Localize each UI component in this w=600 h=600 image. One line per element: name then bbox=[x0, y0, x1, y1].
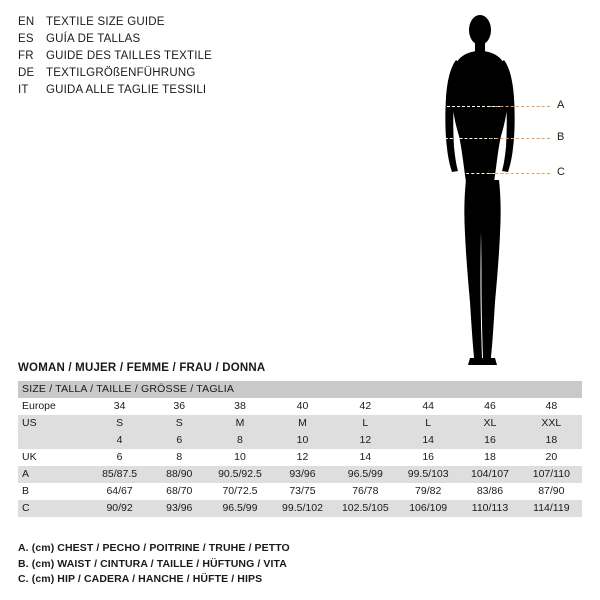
cell: 96.5/99 bbox=[222, 502, 258, 514]
table-row bbox=[18, 500, 582, 517]
cell: S bbox=[116, 417, 124, 429]
cell: 14 bbox=[359, 451, 372, 463]
language-row bbox=[18, 67, 348, 84]
table-header-row bbox=[18, 381, 582, 398]
cell: 48 bbox=[545, 400, 558, 412]
language-row bbox=[18, 84, 348, 101]
cell: 4 bbox=[116, 434, 123, 446]
cell: 12 bbox=[296, 451, 309, 463]
cell: 40 bbox=[296, 400, 309, 412]
cell: 8 bbox=[237, 434, 243, 446]
cell: 76/78 bbox=[352, 485, 379, 497]
language-text: GUIDE DES TAILLES TEXTILE bbox=[46, 50, 213, 62]
cell: 99.5/103 bbox=[407, 468, 449, 480]
table-row bbox=[18, 449, 582, 466]
measure-line-b-body bbox=[435, 138, 497, 139]
cell: 106/109 bbox=[409, 502, 448, 514]
cell: 10 bbox=[234, 451, 246, 463]
cell: 104/107 bbox=[470, 468, 509, 480]
cell: 42 bbox=[359, 400, 372, 412]
language-text: GUÍA DE TALLAS bbox=[46, 33, 141, 45]
cell: M bbox=[298, 417, 307, 429]
cell: 36 bbox=[173, 400, 186, 412]
cell: 8 bbox=[176, 451, 183, 463]
legend-line-c: C. (cm) HIP / CADERA / HANCHE / HÜFTE / HIPS bbox=[18, 573, 263, 585]
row-label: Europe bbox=[22, 400, 56, 412]
table-header-label: SIZE / TALLA / TAILLE / GRÖSSE / TAGLIA bbox=[22, 383, 235, 395]
cell: 79/82 bbox=[415, 485, 442, 497]
cell: 34 bbox=[113, 400, 126, 412]
cell: 68/70 bbox=[166, 485, 193, 497]
table-row bbox=[18, 398, 582, 415]
cell: 114/119 bbox=[533, 502, 570, 514]
cell: 96.5/99 bbox=[347, 468, 383, 480]
row-label: UK bbox=[22, 451, 37, 463]
cell: 64/67 bbox=[106, 485, 133, 497]
measure-line-b bbox=[490, 138, 550, 139]
table-row bbox=[18, 483, 582, 500]
language-row bbox=[18, 33, 348, 50]
cell: 110/113 bbox=[471, 502, 509, 514]
measure-label-a: A bbox=[557, 99, 565, 111]
cell: 93/96 bbox=[289, 468, 316, 480]
cell: 14 bbox=[422, 434, 435, 446]
language-code: ES bbox=[18, 33, 34, 45]
cell: 90/92 bbox=[106, 502, 133, 514]
cell: 44 bbox=[422, 400, 435, 412]
language-text: TEXTILE SIZE GUIDE bbox=[46, 16, 165, 28]
measure-line-c bbox=[490, 173, 550, 174]
language-code: EN bbox=[18, 16, 35, 28]
language-code: FR bbox=[18, 50, 34, 62]
legend-line-b: B. (cm) WAIST / CINTURA / TAILLE / HÜFTUNG / VITA bbox=[18, 557, 287, 570]
cell: 88/90 bbox=[166, 468, 193, 480]
measure-label-c: C bbox=[557, 166, 565, 178]
measure-line-a bbox=[490, 106, 550, 107]
language-text: TEXTILGRÖßENFÜHRUNG bbox=[46, 67, 196, 79]
row-label: US bbox=[22, 417, 37, 429]
size-table bbox=[18, 381, 582, 517]
cell: 16 bbox=[422, 451, 435, 463]
measurement-legend bbox=[18, 541, 290, 588]
cell: 6 bbox=[176, 434, 183, 446]
cell: XXL bbox=[541, 417, 562, 429]
cell: 38 bbox=[234, 400, 246, 412]
woman-silhouette-icon bbox=[420, 8, 540, 368]
cell: L bbox=[425, 417, 432, 429]
cell: 10 bbox=[296, 434, 309, 446]
cell: 85/87.5 bbox=[102, 468, 138, 480]
cell: 16 bbox=[484, 434, 496, 446]
figure-illustration bbox=[380, 8, 590, 368]
table-row bbox=[18, 415, 582, 432]
language-row bbox=[18, 50, 348, 67]
measure-label-b: B bbox=[557, 131, 565, 143]
cell: 18 bbox=[484, 451, 496, 463]
cell: 87/90 bbox=[538, 485, 565, 497]
cell: 46 bbox=[484, 400, 496, 412]
language-code: IT bbox=[18, 84, 29, 96]
row-label bbox=[18, 432, 89, 449]
cell: S bbox=[175, 417, 183, 429]
language-row bbox=[18, 16, 348, 33]
cell: 73/75 bbox=[289, 485, 316, 497]
cell: 18 bbox=[545, 434, 558, 446]
language-text: GUIDA ALLE TAGLIE TESSILI bbox=[46, 84, 207, 96]
table-row bbox=[18, 432, 582, 449]
cell: L bbox=[362, 417, 369, 429]
cell: M bbox=[235, 417, 245, 429]
cell: 70/72.5 bbox=[222, 485, 258, 497]
cell: 99.5/102 bbox=[282, 502, 323, 514]
cell: 93/96 bbox=[166, 502, 193, 514]
table-row bbox=[18, 466, 582, 483]
row-label: A bbox=[22, 468, 30, 480]
cell: 102.5/105 bbox=[341, 502, 389, 514]
cell: 12 bbox=[359, 434, 372, 446]
row-label: B bbox=[22, 485, 30, 497]
legend-line-a: A. (cm) CHEST / PECHO / POITRINE / TRUHE / PETTO bbox=[18, 542, 290, 554]
language-title-block bbox=[18, 16, 348, 101]
row-label: C bbox=[22, 502, 30, 514]
language-code: DE bbox=[18, 67, 35, 79]
cell: 83/86 bbox=[476, 485, 504, 497]
cell: 107/110 bbox=[532, 468, 570, 480]
cell: 90.5/92.5 bbox=[218, 468, 262, 480]
cell: XL bbox=[483, 417, 497, 429]
cell: 6 bbox=[116, 451, 123, 463]
section-title: WOMAN / MUJER / FEMME / FRAU / DONNA bbox=[18, 362, 266, 374]
cell: 20 bbox=[545, 451, 558, 463]
